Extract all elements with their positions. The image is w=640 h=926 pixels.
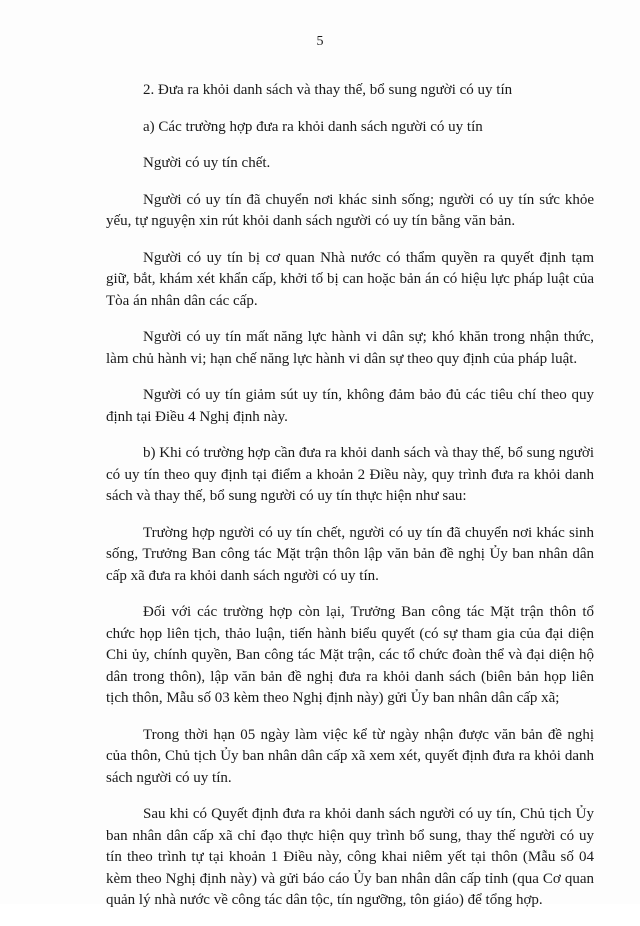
- paragraph: Trong thời hạn 05 ngày làm việc kể từ ngày nhận được văn bản đề nghị của thôn, Chủ tịch Ủy ban nhân dân cấp xã xem xét, quyết định đưa ra khỏi danh sách người có uy tín.: [106, 726, 594, 786]
- page-number: 5: [316, 34, 324, 49]
- section-heading: 2. Đưa ra khỏi danh sách và thay thế, bổ sung người có uy tín: [143, 82, 513, 98]
- paragraph: Sau khi có Quyết định đưa ra khỏi danh sách người có uy tín, Chủ tịch Ủy ban nhân dân cấp xã chỉ đạo thực hiện quy trình bổ sung, thay thế người có uy tín theo trình tự tại khoản 1 Điều này, công khai niêm yết tại thôn (Mẫu số 04 kèm theo Nghị định này) và gửi báo cáo Ủy ban nhân dân cấp tỉnh (qua Cơ quan quản lý nhà nước về công tác dân tộc, tín ngưỡng, tôn giáo) để tổng hợp.: [106, 806, 594, 908]
- paragraph: Trường hợp người có uy tín chết, người có uy tín đã chuyển nơi khác sinh sống, Trưởng Ban công tác Mặt trận thôn lập văn bản đề nghị Ủy ban nhân dân cấp xã đưa ra khỏi danh sách người có uy tín.: [106, 524, 594, 584]
- document-body: [106, 80, 594, 926]
- paragraph: Đối với các trường hợp còn lại, Trưởng Ban công tác Mặt trận thôn tổ chức họp liên tịch, thảo luận, tiến hành biểu quyết (có sự tham gia của đại diện Chi ủy, chính quyền, Ban công tác Mặt trận, các tổ chức đoàn thể và đại diện hộ dân trong thôn), lập văn bản đề nghị đưa ra khỏi danh sách (biên bản họp liên tịch thôn, Mẫu số 03 kèm theo Nghị định này) gửi Ủy ban nhân dân cấp xã;: [106, 604, 594, 706]
- paragraph: Người có uy tín bị cơ quan Nhà nước có thẩm quyền ra quyết định tạm giữ, bắt, khám xét khẩn cấp, khởi tố bị can hoặc bản án có hiệu lực pháp luật của Tòa án nhân dân các cấp.: [106, 249, 594, 309]
- paragraph: Người có uy tín giảm sút uy tín, không đảm bảo đủ các tiêu chí theo quy định tại Điều 4 Nghị định này.: [106, 387, 594, 425]
- paragraph: Người có uy tín đã chuyển nơi khác sinh sống; người có uy tín sức khỏe yếu, tự nguyện xin rút khỏi danh sách người có uy tín bằng văn bản.: [106, 191, 594, 229]
- paragraph: Người có uy tín chết.: [143, 155, 271, 171]
- paragraph: Người có uy tín mất năng lực hành vi dân sự; khó khăn trong nhận thức, làm chủ hành vi; hạn chế năng lực hành vi dân sự theo quy định của pháp luật.: [106, 329, 594, 367]
- subsection-heading-a: a) Các trường hợp đưa ra khỏi danh sách người có uy tín: [143, 118, 483, 135]
- subsection-heading-b: b) Khi có trường hợp cần đưa ra khỏi danh sách và thay thế, bổ sung người có uy tín theo quy định tại điểm a khoản 2 Điều này, quy trình đưa ra khỏi danh sách và thay thế, bổ sung người có uy tín thực hiện như sau:: [106, 445, 594, 504]
